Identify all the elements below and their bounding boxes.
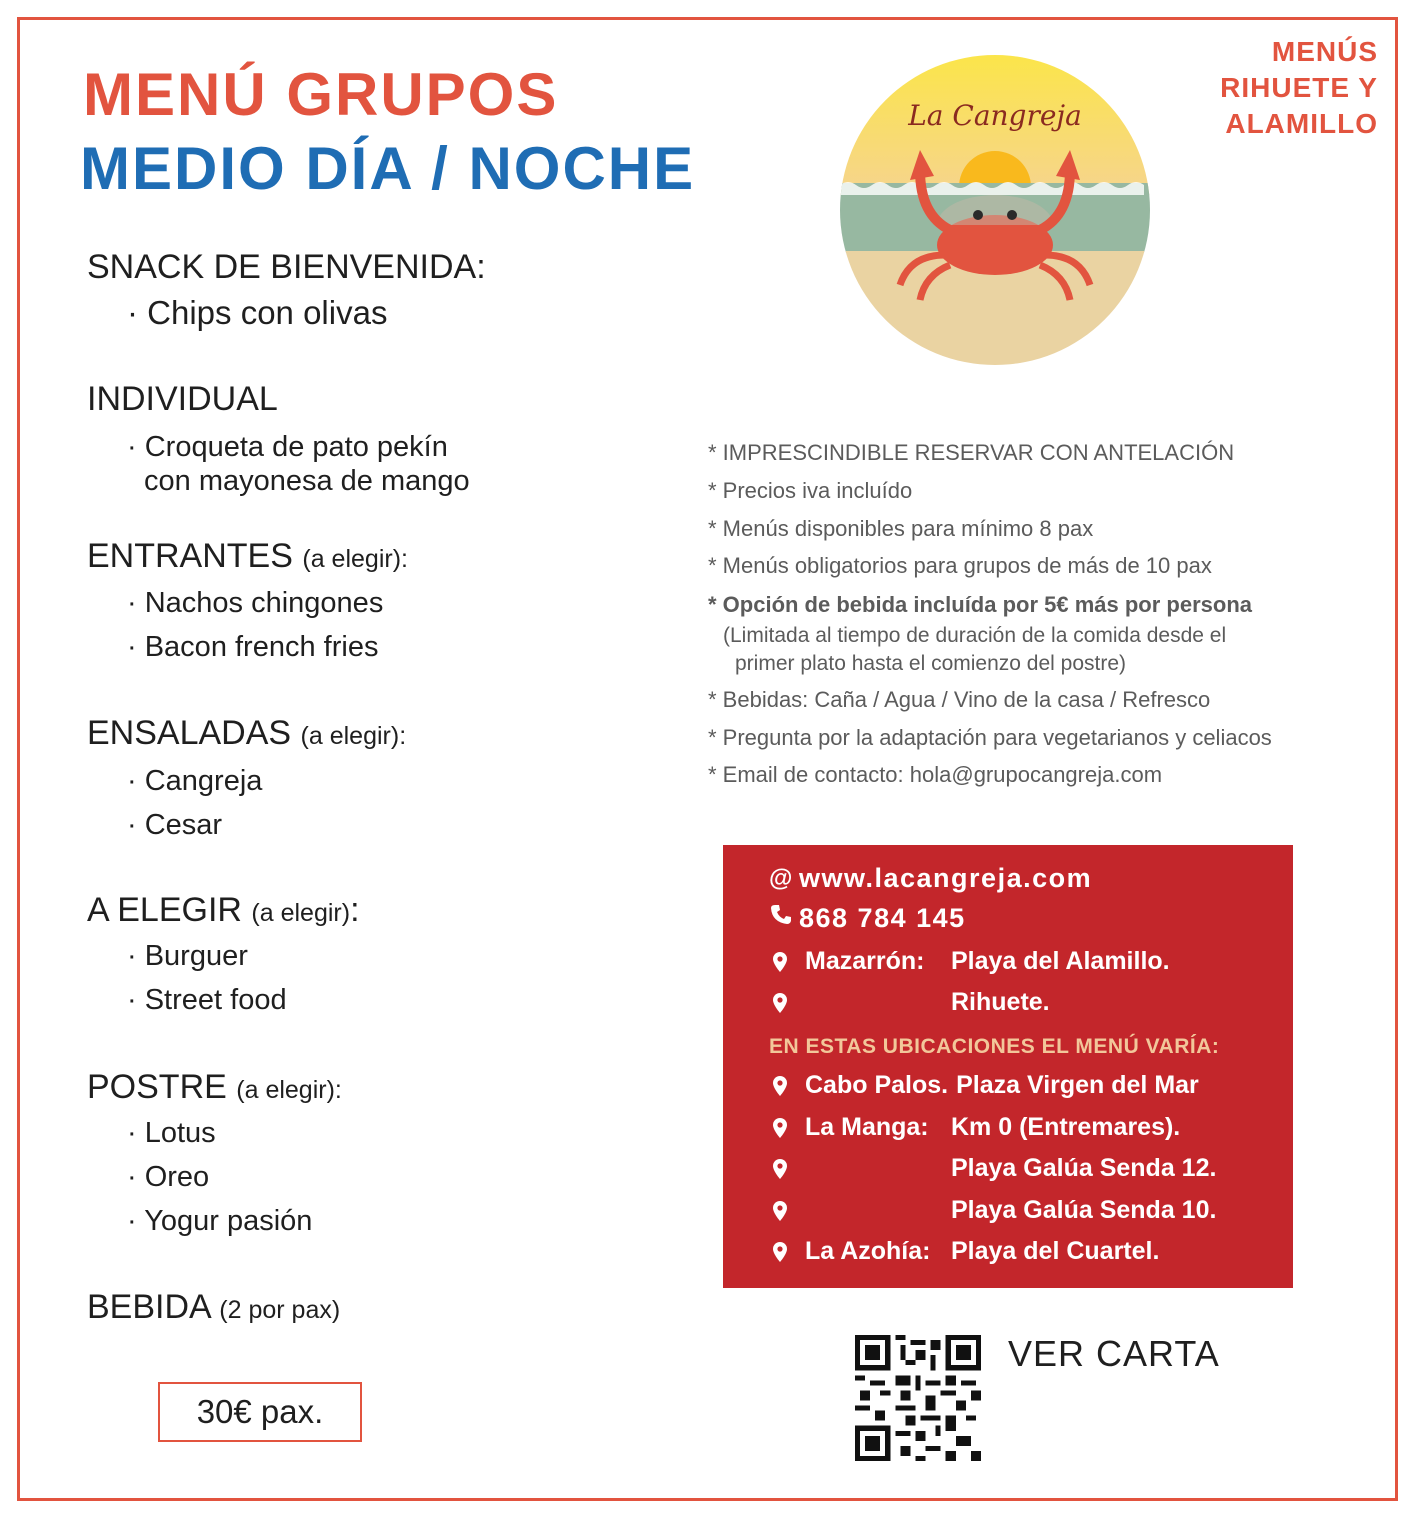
note-8: * Bebidas: Caña / Agua / Vino de la casa / Refresco	[708, 687, 1211, 712]
location-place: La Manga:	[805, 1113, 929, 1141]
note-4: * Menús obligatorios para grupos de más de 10 pax	[708, 553, 1212, 578]
location-address: Playa del Cuartel.	[951, 1237, 1160, 1265]
ensaladas-heading: ENSALADAS (a elegir):	[87, 714, 407, 752]
pin-icon	[773, 1118, 787, 1138]
crab-sunset-logo	[840, 55, 1150, 365]
bebida-heading: BEBIDA (2 por pax)	[87, 1288, 341, 1326]
note-6: (Limitada al tiempo de duración de la comida desde el	[723, 624, 1227, 647]
snack-heading: SNACK DE BIENVENIDA:	[87, 248, 486, 286]
corner-label	[1220, 34, 1378, 142]
note-3: * Menús disponibles para mínimo 8 pax	[708, 516, 1094, 541]
location-address: Playa Galúa Senda 10.	[951, 1196, 1217, 1224]
location-row-2	[769, 988, 1050, 1017]
pin-icon	[773, 952, 787, 972]
ver-carta-label[interactable]: VER CARTA	[1008, 1333, 1220, 1374]
location-address: Km 0 (Entremares).	[951, 1113, 1181, 1141]
note-2: * Precios iva incluído	[708, 478, 913, 503]
postre-item-1: · Lotus	[127, 1117, 216, 1149]
pin-icon	[773, 1076, 787, 1096]
note-7: primer plato hasta el comienzo del postre)	[735, 652, 1127, 675]
logo-text: La Cangreja	[908, 99, 1082, 132]
title-line1: MENÚ GRUPOS	[83, 61, 559, 128]
location-address: Rihuete.	[951, 988, 1050, 1016]
individual-item-2: con mayonesa de mango	[144, 465, 470, 497]
phone-icon	[769, 903, 799, 934]
note-5: * Opción de bebida incluída por 5€ más por persona	[708, 592, 1253, 617]
qr-code-icon[interactable]	[855, 1335, 981, 1461]
individual-heading: INDIVIDUAL	[87, 380, 278, 418]
pin-icon	[773, 993, 787, 1013]
ensaladas-item-1: · Cangreja	[127, 765, 263, 797]
entrantes-heading: ENTRANTES (a elegir):	[87, 537, 408, 575]
pin-icon	[773, 1242, 787, 1262]
location-place: Cabo Palos.	[805, 1071, 949, 1099]
corner-line1: MENÚS	[1271, 36, 1378, 67]
title-line2: MEDIO DÍA / NOCHE	[80, 135, 696, 202]
note-1: * IMPRESCINDIBLE RESERVAR CON ANTELACIÓN	[708, 440, 1235, 465]
location-address: Playa del Alamillo.	[951, 947, 1170, 975]
postre-heading: POSTRE (a elegir):	[87, 1068, 342, 1106]
location-row-6	[769, 1196, 1216, 1225]
location-row-4	[769, 1113, 1180, 1142]
note-10: * Email de contacto: hola@grupocangreja.com	[708, 762, 1163, 787]
at-icon: @	[769, 864, 794, 892]
corner-line3: ALAMILLO	[1225, 108, 1378, 139]
location-row-7	[769, 1237, 1159, 1266]
location-row-5	[769, 1154, 1216, 1183]
a-elegir-item-2: · Street food	[127, 984, 287, 1016]
location-place: La Azohía:	[805, 1237, 931, 1265]
contact-box	[723, 845, 1293, 1288]
pin-icon	[773, 1201, 787, 1221]
a-elegir-heading: A ELEGIR (a elegir):	[87, 891, 360, 929]
postre-item-3: · Yogur pasión	[127, 1205, 313, 1237]
phone-row[interactable]	[769, 903, 966, 934]
location-address: Plaza Virgen del Mar	[956, 1071, 1199, 1099]
menu-varies-warning: EN ESTAS UBICACIONES EL MENÚ VARÍA:	[769, 1035, 1220, 1058]
postre-item-2: · Oreo	[127, 1161, 210, 1193]
location-address: Playa Galúa Senda 12.	[951, 1154, 1217, 1182]
ensaladas-item-2: · Cesar	[127, 809, 223, 841]
note-9: * Pregunta por la adaptación para vegetarianos y celiacos	[708, 725, 1272, 750]
corner-line2: RIHUETE Y	[1220, 72, 1378, 103]
entrantes-item-1: · Nachos chingones	[127, 587, 384, 619]
location-row-1	[769, 947, 1170, 976]
pin-icon	[773, 1159, 787, 1179]
location-place: Mazarrón:	[805, 947, 925, 975]
price-box: 30€ pax.	[158, 1382, 362, 1442]
phone-number[interactable]: 868 784 145	[799, 903, 966, 933]
website-link[interactable]: www.lacangreja.com	[799, 863, 1093, 893]
individual-item-1: · Croqueta de pato pekín	[127, 431, 448, 463]
location-row-3	[769, 1071, 1199, 1100]
website-row[interactable]	[769, 863, 1092, 894]
a-elegir-item-1: · Burguer	[127, 940, 248, 972]
snack-item: · Chips con olivas	[127, 294, 388, 331]
entrantes-item-2: · Bacon french fries	[127, 631, 379, 663]
